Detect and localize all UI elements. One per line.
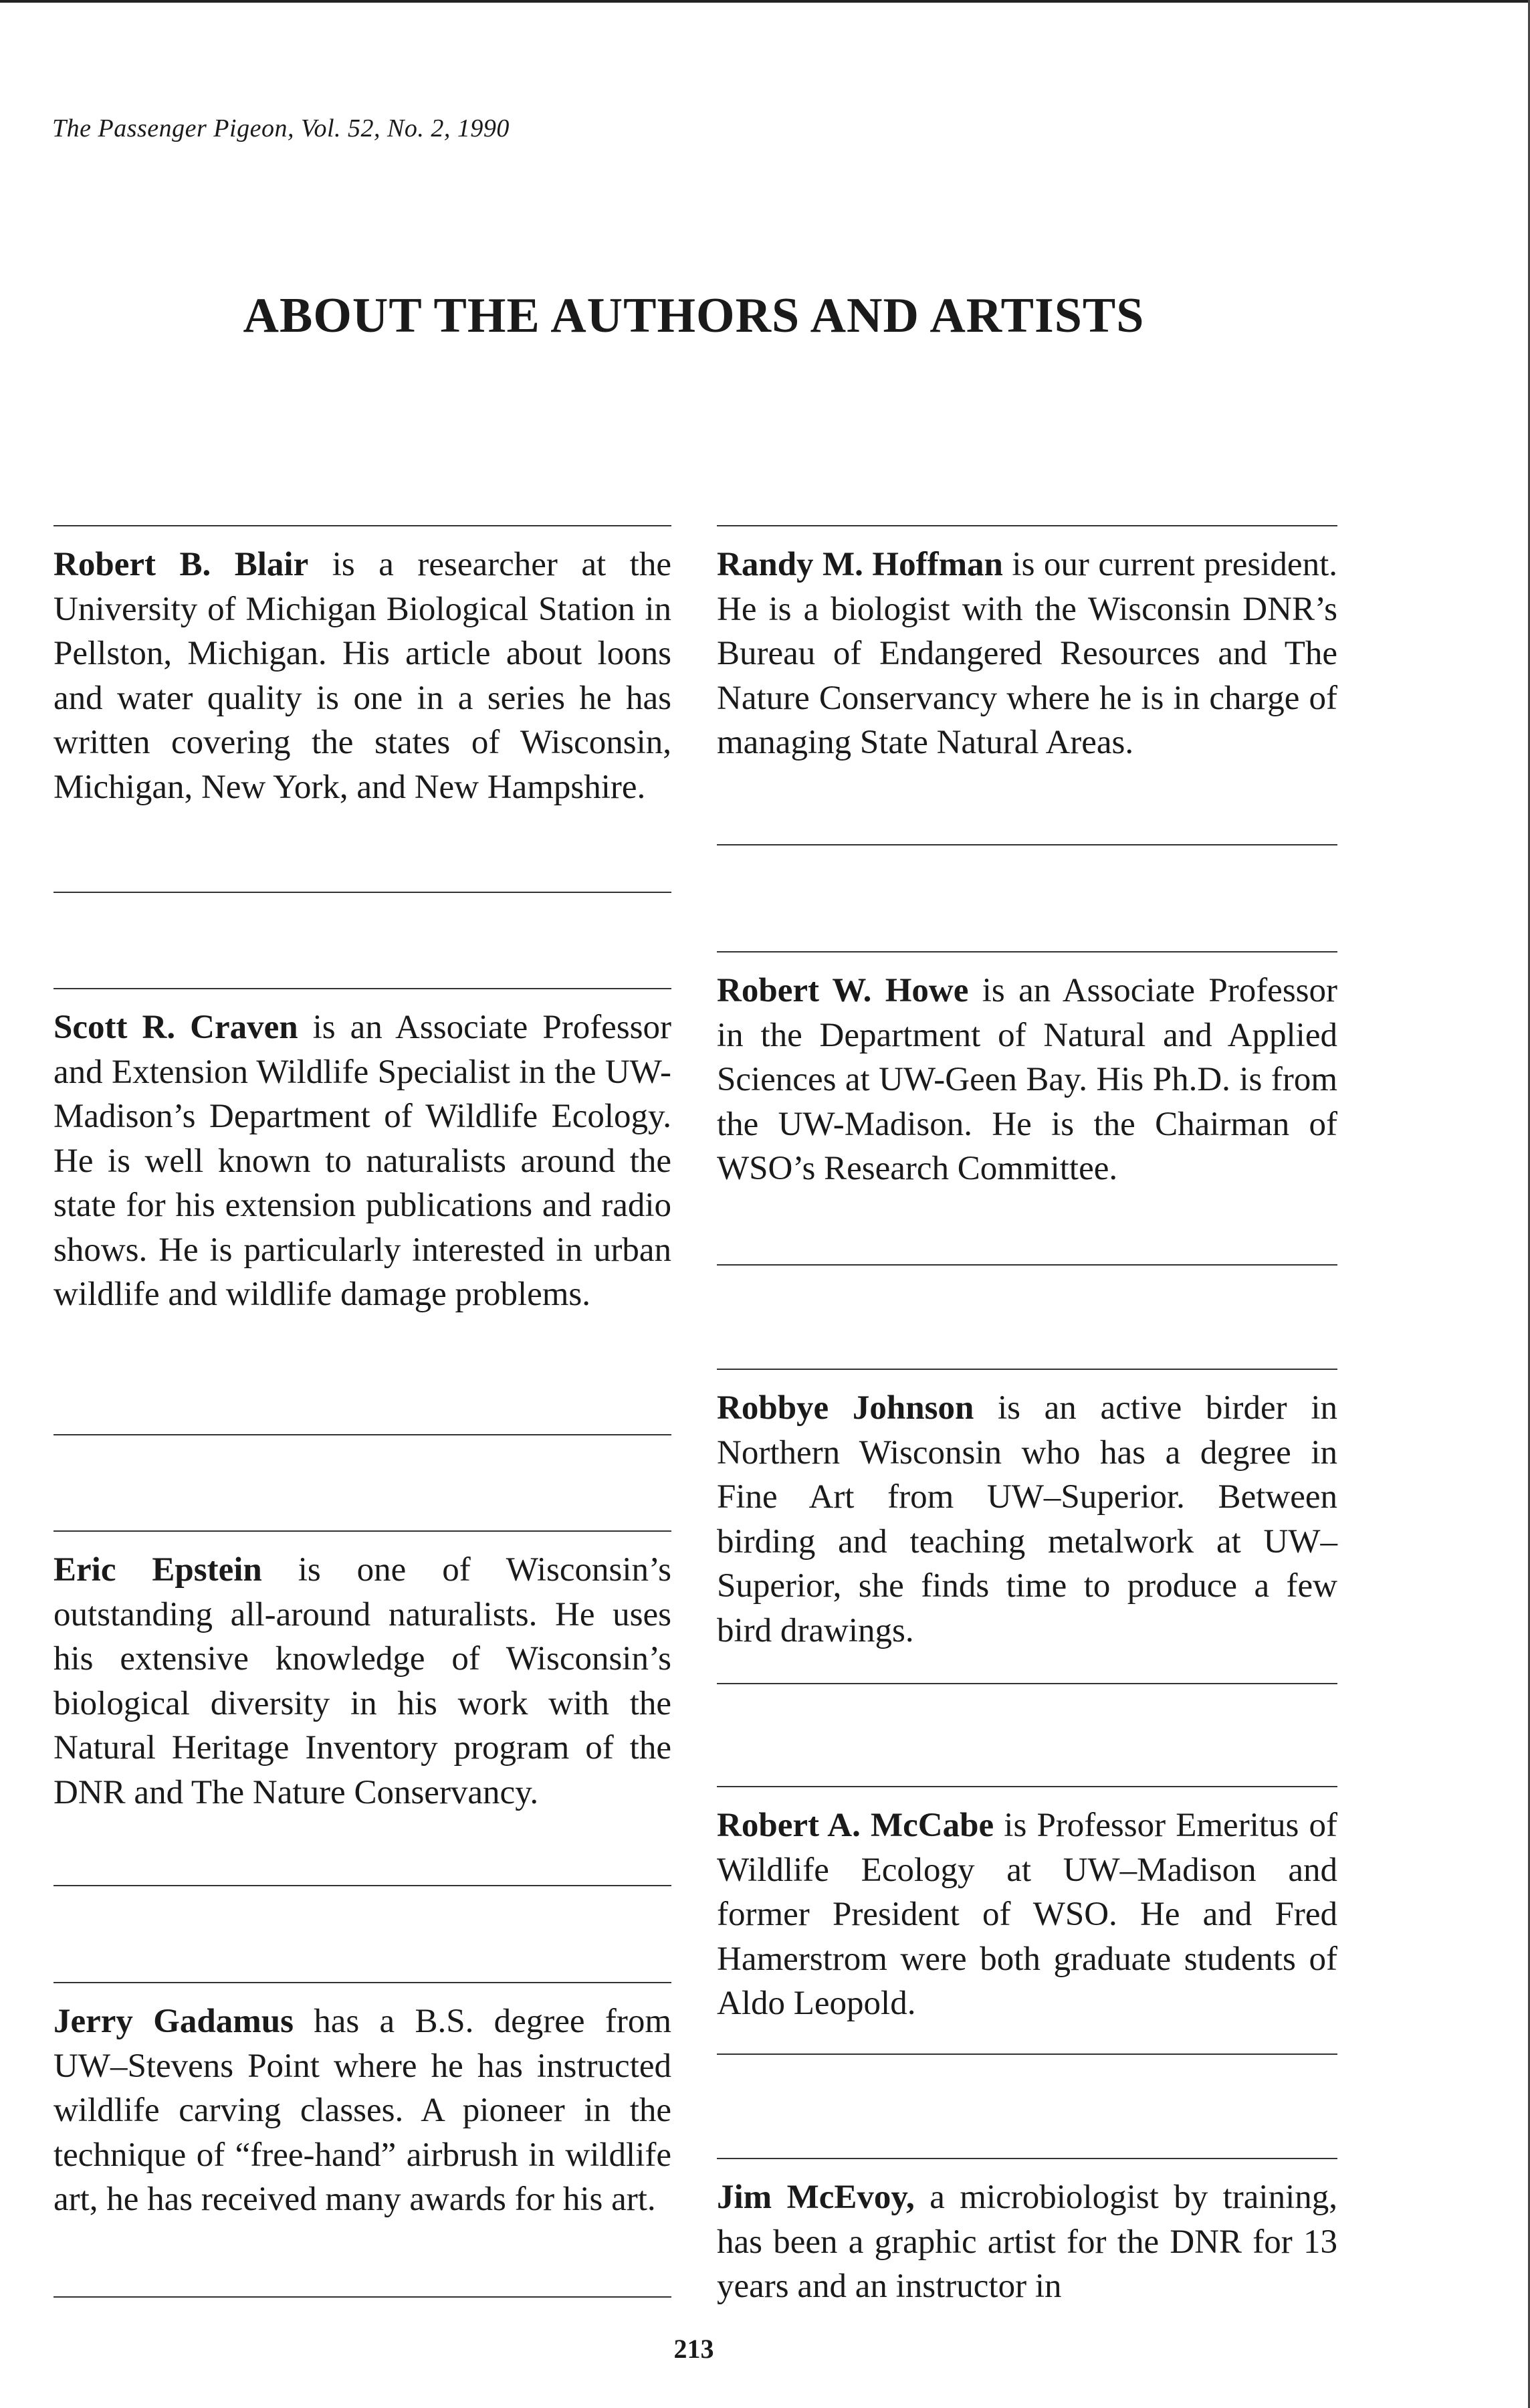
entry-top-rule xyxy=(53,988,671,989)
entry-bottom-rule xyxy=(717,1264,1337,1266)
author-name: Robert B. Blair xyxy=(53,546,309,583)
entry-bottom-rule xyxy=(53,1885,671,1886)
author-entry xyxy=(53,988,671,1317)
entry-bottom-rule xyxy=(717,1683,1337,1684)
author-name: Robert A. McCabe xyxy=(717,1807,994,1844)
entry-top-rule xyxy=(717,1369,1337,1370)
author-bio xyxy=(717,542,1337,765)
author-text: is one of Wisconsin’s outstanding all-around naturalists. He uses his extensive knowledge of Wisconsin’s biological diversity in his work with the Natural Heritage Inventory program of the DNR and The Nature Conservancy. xyxy=(53,1551,672,1811)
author-entry xyxy=(53,1530,671,1815)
author-name: Robbye Johnson xyxy=(717,1389,974,1427)
author-bio xyxy=(717,2175,1337,2309)
author-bio xyxy=(717,1386,1337,1653)
entry-bottom-rule xyxy=(53,892,671,893)
author-entry xyxy=(717,951,1337,1191)
author-entry xyxy=(717,1786,1337,2026)
author-bio xyxy=(53,1005,671,1317)
author-name: Scott R. Craven xyxy=(53,1009,298,1046)
author-text: is Professor Emeritus of Wildlife Ecology at UW–Madison and former President of WSO. He and Fred Hamerstrom were both graduate students of Aldo Leopold. xyxy=(717,1807,1337,2022)
entry-top-rule xyxy=(717,1786,1337,1787)
entry-bottom-rule xyxy=(717,2053,1337,2055)
entry-top-rule xyxy=(53,525,671,526)
author-text: is an active birder in Northern Wisconsin who has a degree in Fine Art from UW–Superior. Between birding and teaching metalwork at UW–Superior, she finds time to produce a few bird drawings. xyxy=(717,1389,1338,1649)
author-name: Robert W. Howe xyxy=(717,972,969,1009)
author-text: is an Associate Professor in the Department of Natural and Applied Sciences at UW-Geen Bay. His Ph.D. is from the UW-Madison. He is the Chairman of WSO’s Research Committee. xyxy=(717,972,1337,1187)
author-bio xyxy=(717,969,1337,1191)
entry-top-rule xyxy=(717,2158,1337,2159)
page-title: ABOUT THE AUTHORS AND ARTISTS xyxy=(243,288,1145,343)
author-name: Jim McEvoy, xyxy=(717,2179,915,2216)
author-text: is a researcher at the University of Michigan Biological Station in Pellston, Michigan. His article about loons and water quality is one in a series he has written covering the states of Wisconsin, Michigan, New York, and New Hampshire. xyxy=(53,546,671,806)
entry-top-rule xyxy=(717,951,1337,952)
author-entry xyxy=(53,1982,671,2222)
author-entry xyxy=(717,2158,1337,2309)
entry-bottom-rule xyxy=(717,844,1337,845)
running-header: The Passenger Pigeon, Vol. 52, No. 2, 1990 xyxy=(52,114,510,142)
author-bio xyxy=(53,1548,671,1815)
entry-top-rule xyxy=(53,1530,671,1532)
author-entry xyxy=(53,525,671,809)
page-top-edge xyxy=(0,0,1530,3)
author-name: Randy M. Hoffman xyxy=(717,546,1003,583)
author-name: Eric Epstein xyxy=(53,1551,262,1589)
author-text: is our current president. He is a biologist with the Wisconsin DNR’s Bureau of Endangered Resources and The Nature Conservancy where he is in charge of managing State Natural Areas. xyxy=(717,546,1337,761)
entry-top-rule xyxy=(53,1982,671,1983)
author-entry xyxy=(717,1369,1337,1653)
entry-top-rule xyxy=(717,525,1337,526)
author-text: is an Associate Professor and Extension Wildlife Specialist in the UW-Madison’s Department of Wildlife Ecology. He is well known to naturalists around the state for his extension publications and radio shows. He is particularly interested in urban wildlife and wildlife damage problems. xyxy=(53,1009,671,1313)
author-entry xyxy=(717,525,1337,765)
author-text: a microbiologist by training, has been a graphic artist for the DNR for 13 years and an instructor in xyxy=(717,2179,1337,2305)
entry-bottom-rule xyxy=(53,2296,671,2298)
page-number: 213 xyxy=(673,2334,714,2364)
author-name: Jerry Gadamus xyxy=(53,2003,294,2040)
entry-bottom-rule xyxy=(53,1434,671,1435)
author-text: has a B.S. degree from UW–Stevens Point where he has instructed wildlife carving classes. A pioneer in the technique of “free-hand” airbrush in wildlife art, he has received many awards for his art. xyxy=(53,2003,672,2218)
author-bio xyxy=(53,1999,671,2222)
author-bio xyxy=(717,1803,1337,2026)
author-bio xyxy=(53,542,671,809)
